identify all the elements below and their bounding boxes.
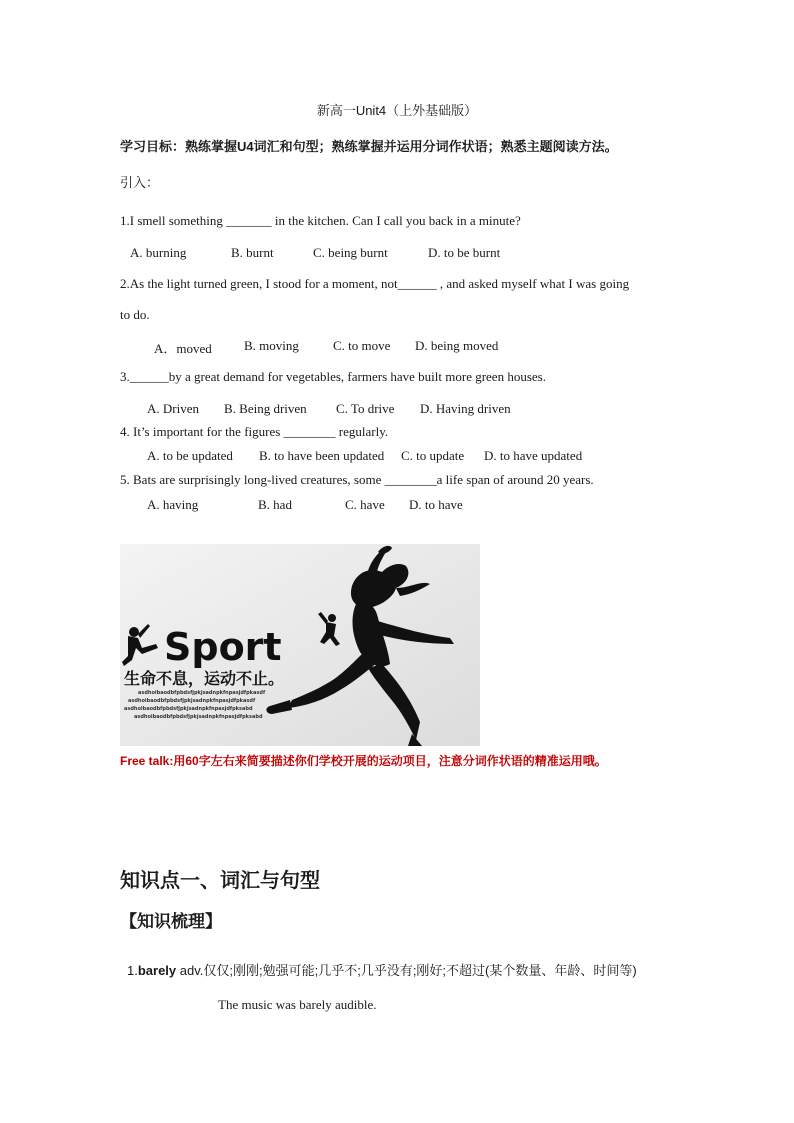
page-title: 新高一Unit4（上外基础版） (316, 103, 478, 118)
vocab-word: barely (137, 963, 177, 978)
question-2-option-b: B. moving (244, 338, 299, 353)
question-2-option-c: C. to move (333, 338, 391, 353)
section-title: 知识点一、词汇与句型 (120, 870, 320, 892)
question-1-stem: 1.I smell something _______ in the kitchen. Can I call you back in a minute? (120, 213, 521, 228)
question-3-option-d: D. Having driven (420, 401, 511, 416)
small-text-line-2: asdhoibaodbfpbdsfjpkjsadnpkfnpasjdfpkasdf (128, 698, 256, 704)
question-5-option-b: B. had (258, 497, 292, 512)
small-text-line-4: asdhoibaodbfpbdsfjpkjsadnpkfnpasjdfpksabd (134, 714, 263, 720)
question-5-option-a: A. having (147, 497, 199, 512)
question-4-option-d: D. to have updated (484, 448, 583, 463)
question-3-option-a: A. Driven (147, 401, 199, 416)
sport-word: Sport (164, 625, 282, 669)
intro-label: 引入： (120, 175, 160, 190)
sport-illustration (120, 544, 480, 746)
example-sentence: The music was barely audible. (218, 997, 377, 1012)
question-3-option-c: C. To drive (336, 401, 395, 416)
question-2-stem-line-1: 2.As the light turned green, I stood for a moment, not______ , and asked myself what I was going (120, 276, 630, 291)
question-2-option-a: A．moved (154, 341, 212, 356)
question-1-option-d: D. to be burnt (428, 245, 501, 260)
subsection-title: 【知识梳理】 (120, 912, 222, 931)
question-2-stem-line-2: to do. (120, 307, 150, 322)
vocab-definition: adv.仅仅;刚刚;勉强可能;几乎不;几乎没有;刚好;不超过(某个数量、年龄、时间等) (176, 963, 637, 978)
slogan-text: 生命不息，运动不止。 (124, 669, 285, 688)
question-3-option-b: B. Being driven (224, 401, 307, 416)
question-3-stem: 3.______by a great demand for vegetables, farmers have built more green houses. (120, 369, 546, 384)
small-text-line-1: asdhoibaodbfpbdsfjpkjsadnpkfnpasjdfpkasdf (138, 690, 266, 696)
vocab-number: 1. (127, 963, 138, 978)
question-1-option-b: B. burnt (231, 245, 274, 260)
small-text-line-3: asdhoibaodbfpbdsfjpkjsadnpkfnpasjdfpksabd (124, 706, 253, 712)
question-4-option-b: B. to have been updated (259, 448, 385, 463)
question-5-option-c: C. have (345, 497, 385, 512)
question-4-option-c: C. to update (401, 448, 465, 463)
question-1-option-c: C. being burnt (313, 245, 388, 260)
question-1-option-a: A. burning (130, 245, 187, 260)
question-4-stem: 4. It’s important for the figures ________ regularly. (120, 424, 389, 439)
question-4-option-a: A. to be updated (147, 448, 233, 463)
question-5-option-d: D. to have (409, 497, 463, 512)
question-2-option-d: D. being moved (415, 338, 499, 353)
vocab-item-barely (127, 960, 637, 979)
learning-objective: 学习目标：熟练掌握U4词汇和句型；熟练掌握并运用分词作状语；熟悉主题阅读方法。 (120, 139, 618, 154)
sport-graphic (120, 544, 480, 746)
question-5-stem: 5. Bats are surprisingly long-lived creatures, some ________a life span of around 20 years. (120, 472, 594, 487)
free-talk-prompt: Free talk:用60字左右来简要描述你们学校开展的运动项目，注意分词作状语的精准运用哦。 (120, 754, 607, 768)
